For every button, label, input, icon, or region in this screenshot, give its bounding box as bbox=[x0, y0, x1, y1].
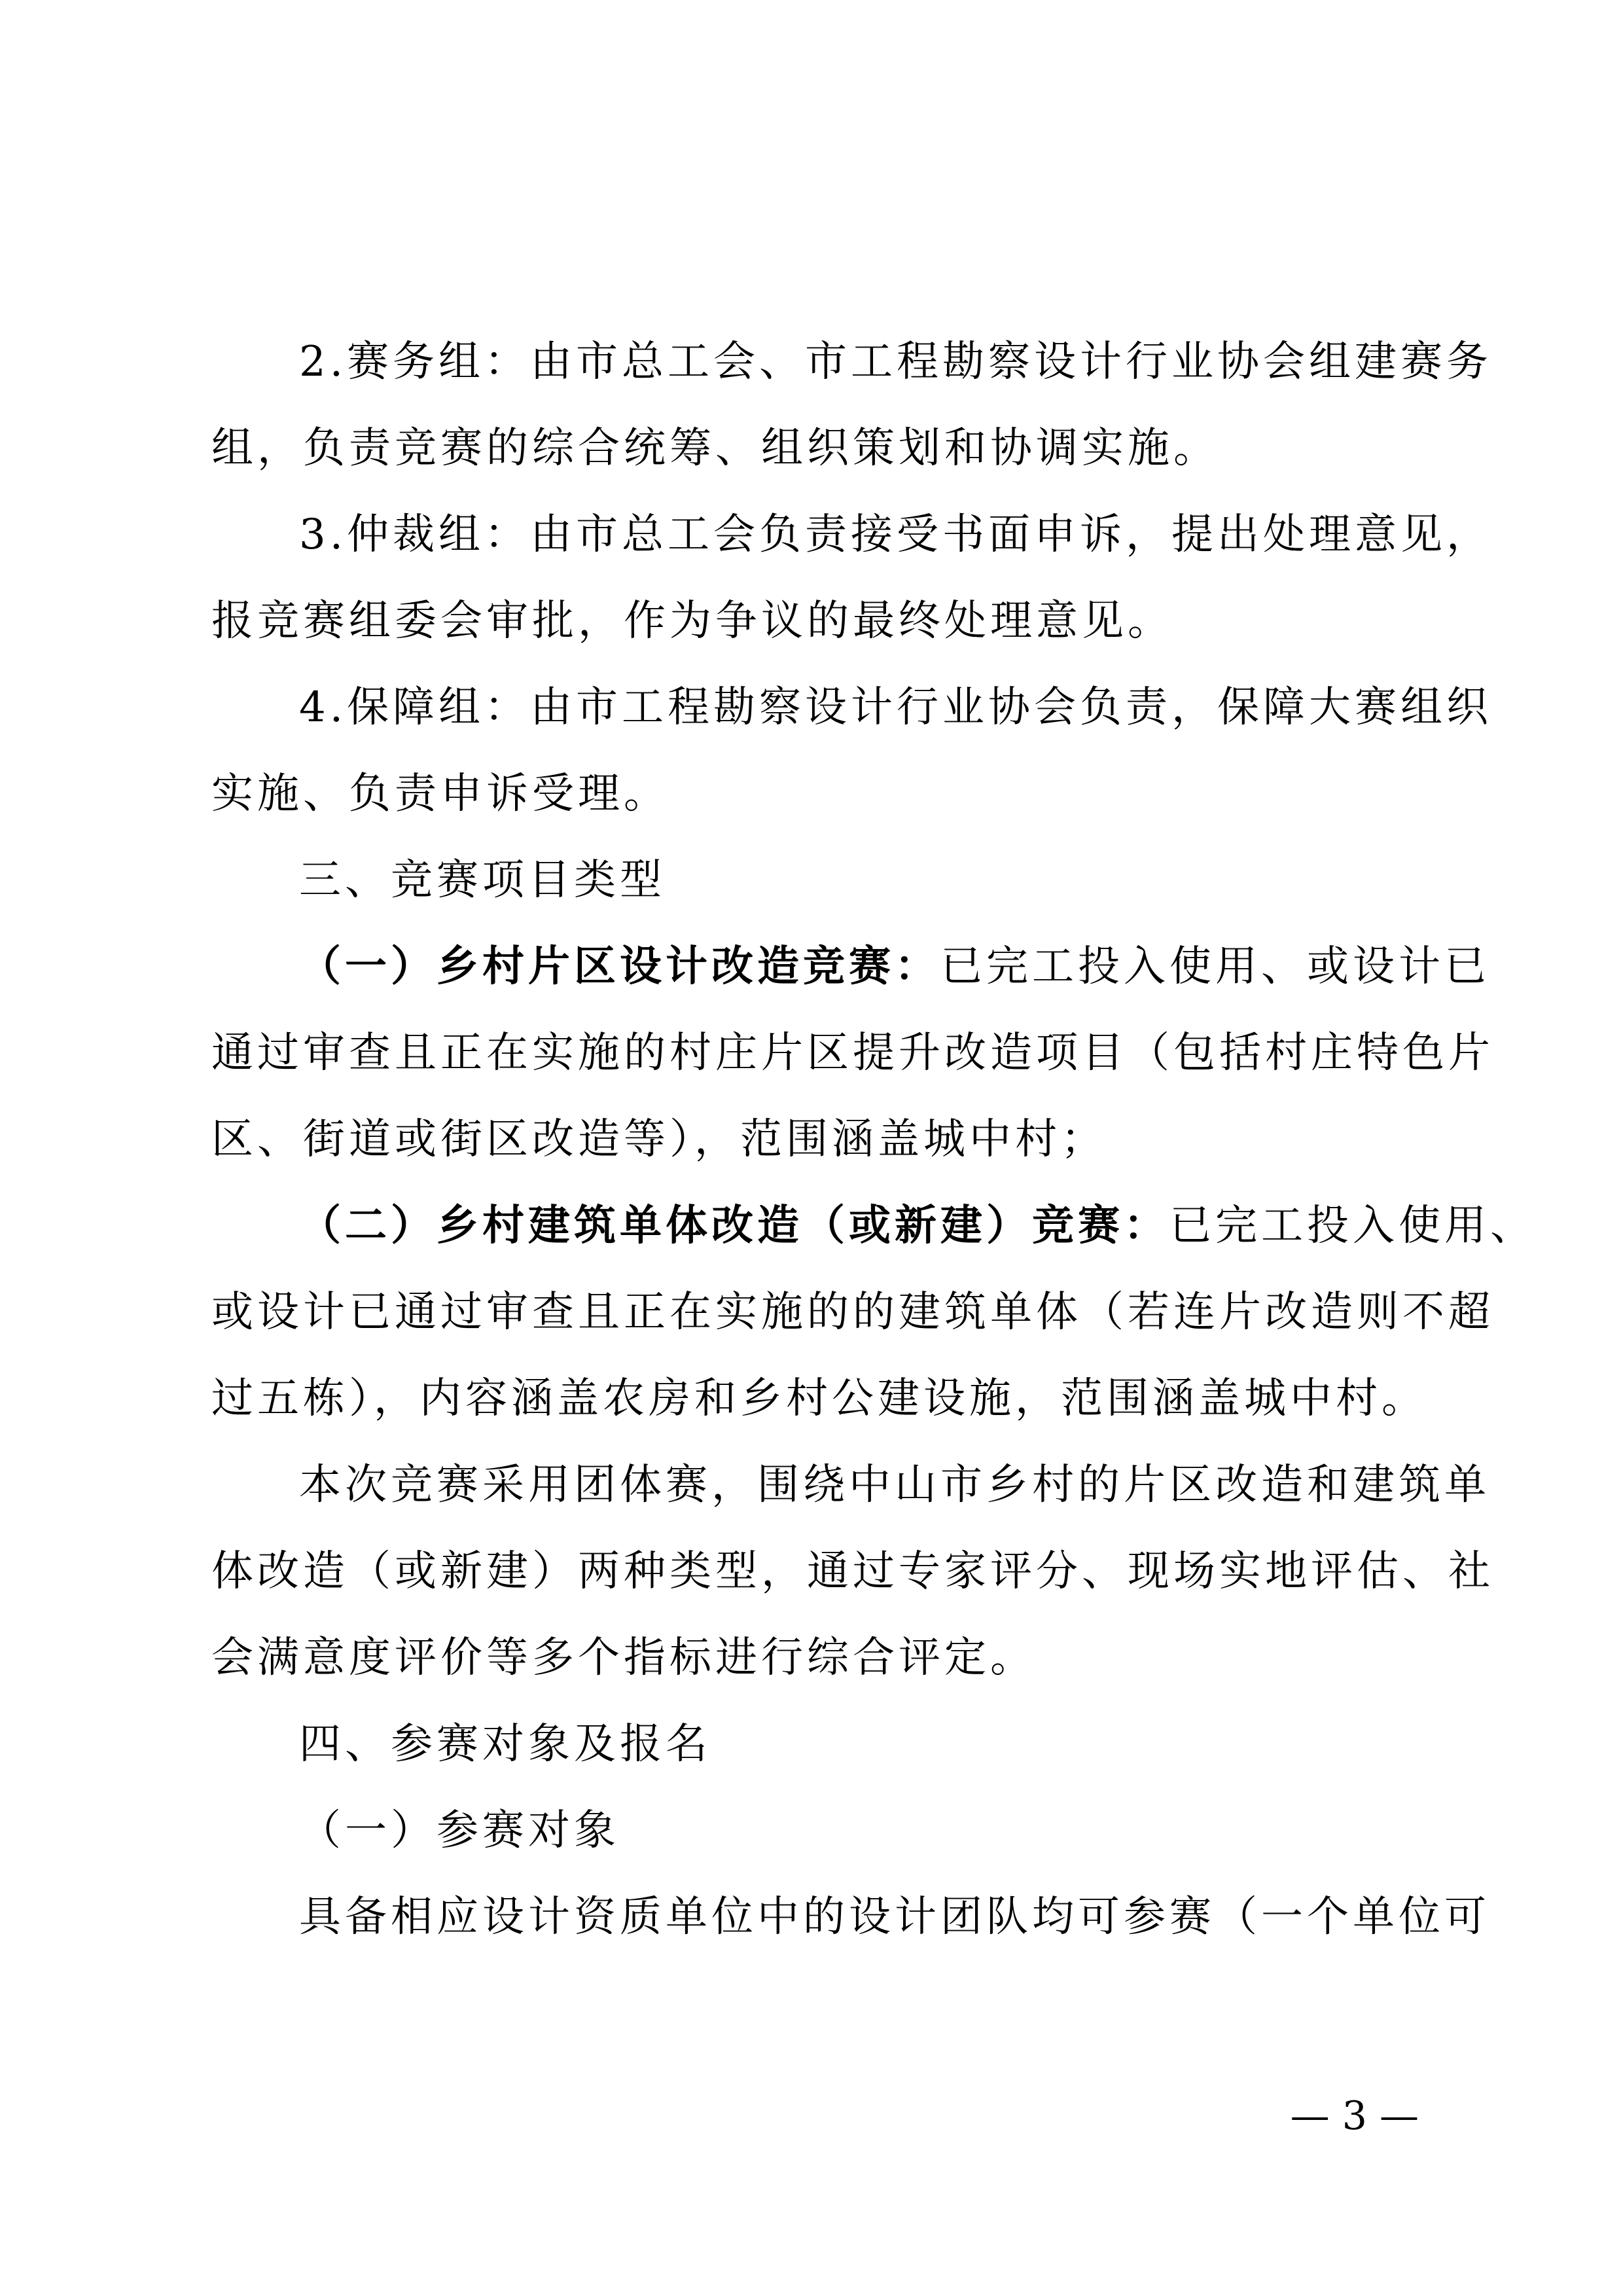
paragraph-line bbox=[211, 1363, 1435, 1449]
paragraph-line bbox=[211, 1449, 1490, 1535]
line-text: 已完工投入使用、 bbox=[1169, 1202, 1536, 1250]
heading-text: 四、参赛对象及报名 bbox=[299, 1720, 711, 1768]
line-text: 区、街道或街区改造等），范围涵盖城中村； bbox=[211, 1115, 1107, 1164]
paragraph-line bbox=[211, 758, 1435, 844]
bold-subheading: （一）乡村片区设计改造竞赛： bbox=[299, 942, 940, 991]
line-text: 4.保障组：由市工程勘察设计行业协会负责，保障大赛组织 bbox=[299, 683, 1493, 732]
paragraph-line bbox=[211, 1190, 1536, 1276]
line-text: 2.赛务组：由市总工会、市工程勘察设计行业协会组建赛务 bbox=[299, 338, 1493, 386]
section-heading bbox=[211, 844, 1435, 931]
paragraph-line bbox=[211, 931, 1490, 1017]
paragraph-line bbox=[211, 1535, 1494, 1622]
line-text: 报竞赛组委会审批，作为争议的最终处理意见。 bbox=[211, 597, 1173, 645]
line-text: 或设计已通过审查且正在实施的的建筑单体（若连片改造则不超 bbox=[211, 1288, 1494, 1336]
line-text: 已完工投入使用、或设计已 bbox=[940, 942, 1490, 991]
line-text: 通过审查且正在实施的村庄片区提升改造项目（包括村庄特色片 bbox=[211, 1029, 1494, 1077]
line-text: 会满意度评价等多个指标进行综合评定。 bbox=[211, 1634, 1036, 1682]
paragraph-line bbox=[211, 1103, 1435, 1190]
line-text: 3.仲裁组：由市总工会负责接受书面申诉，提出处理意见， bbox=[299, 511, 1493, 559]
paragraph-line bbox=[211, 326, 1493, 412]
paragraph-line bbox=[211, 1276, 1494, 1363]
subsection-heading bbox=[211, 1795, 1435, 1881]
paragraph-line bbox=[211, 412, 1435, 499]
line-text: 本次竞赛采用团体赛，围绕中山市乡村的片区改造和建筑单 bbox=[299, 1461, 1490, 1509]
paragraph-line bbox=[211, 672, 1493, 758]
paragraph-line bbox=[211, 1017, 1494, 1103]
line-text: 具备相应设计资质单位中的设计团队均可参赛（一个单位可 bbox=[299, 1893, 1490, 1941]
paragraph-line bbox=[211, 1881, 1490, 1967]
line-text: 实施、负责申诉受理。 bbox=[211, 770, 669, 818]
section-heading bbox=[211, 1708, 1435, 1795]
heading-text: 三、竞赛项目类型 bbox=[299, 856, 666, 905]
heading-text: （一）参赛对象 bbox=[299, 1806, 620, 1855]
paragraph-line bbox=[211, 585, 1435, 672]
page-number: — 3 — bbox=[1290, 2093, 1419, 2139]
paragraph-line bbox=[211, 1622, 1435, 1708]
document-body bbox=[211, 326, 1536, 1967]
bold-subheading: （二）乡村建筑单体改造（或新建）竞赛： bbox=[299, 1201, 1169, 1250]
line-text: 组，负责竞赛的综合统筹、组织策划和协调实施。 bbox=[211, 424, 1219, 473]
paragraph-line bbox=[211, 499, 1493, 585]
line-text: 过五栋），内容涵盖农房和乡村公建设施，范围涵盖城中村。 bbox=[211, 1374, 1427, 1423]
line-text: 体改造（或新建）两种类型，通过专家评分、现场实地评估、社 bbox=[211, 1547, 1494, 1596]
